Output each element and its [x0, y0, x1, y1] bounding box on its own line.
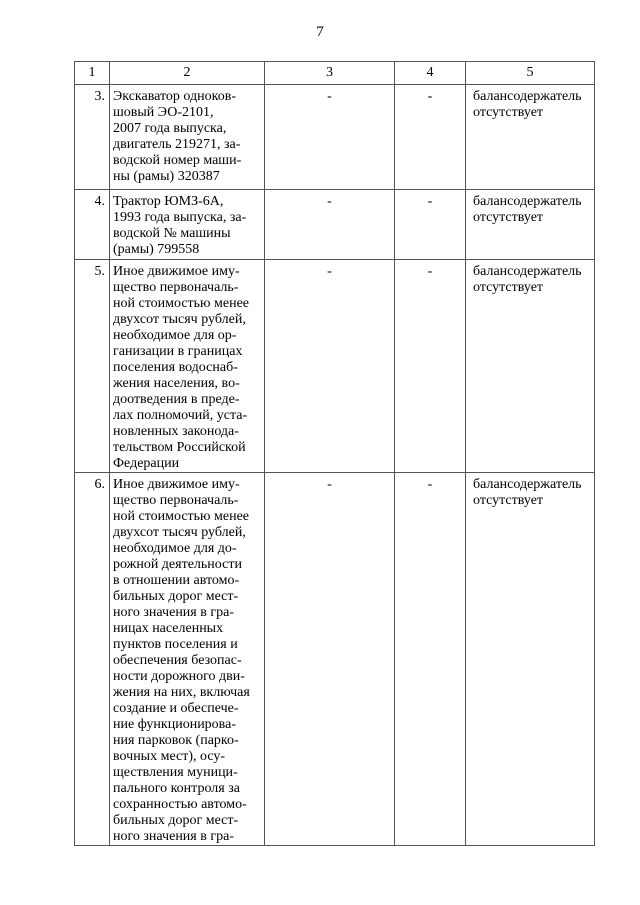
header-cell-5: 5: [466, 62, 595, 85]
description-line: необходимое для ор-: [113, 328, 237, 343]
header-cell-3: 3: [265, 62, 395, 85]
row-number: 5.: [75, 260, 110, 473]
description-line: лах полномочий, уста-: [113, 408, 248, 423]
balance-holder: [466, 473, 595, 846]
description-line: 1993 года выпуска, за-: [113, 210, 247, 225]
column-4-value: -: [395, 85, 466, 190]
row-number: 4.: [75, 190, 110, 260]
description-line: шовый ЭО-2101,: [113, 105, 214, 120]
description-line: Трактор ЮМЗ-6А,: [113, 194, 224, 209]
description-line: в отношении автомо-: [113, 573, 240, 588]
balance-holder-line: балансодержатель: [473, 194, 582, 209]
description-line: 2007 года выпуска,: [113, 121, 227, 136]
description-line: бильных дорог мест-: [113, 813, 239, 828]
description-line: Иное движимое иму-: [113, 264, 240, 279]
balance-holder-line: балансодержатель: [473, 264, 582, 279]
property-description: [110, 473, 265, 846]
description-line: доотведения в преде-: [113, 392, 240, 407]
balance-holder-line: отсутствует: [473, 280, 544, 295]
balance-holder-line: балансодержатель: [473, 477, 582, 492]
column-3-value: -: [265, 473, 395, 846]
table-row: [75, 473, 595, 846]
description-line: создание и обеспече-: [113, 701, 239, 716]
property-description: [110, 190, 265, 260]
description-line: ществления муници-: [113, 765, 238, 780]
table-row: [75, 260, 595, 473]
table-body: [75, 62, 595, 846]
description-line: бильных дорог мест-: [113, 589, 239, 604]
table-header-row: [75, 62, 595, 85]
column-4-value: -: [395, 190, 466, 260]
description-line: пального контроля за: [113, 781, 240, 796]
header-cell-1: 1: [75, 62, 110, 85]
column-4-value: -: [395, 473, 466, 846]
header-cell-4: 4: [395, 62, 466, 85]
description-line: жения на них, включая: [113, 685, 250, 700]
description-line: жения населения, во-: [113, 376, 240, 391]
description-line: ной стоимостью менее: [113, 296, 250, 311]
header-cell-2: 2: [110, 62, 265, 85]
description-line: щество первоначаль-: [113, 280, 239, 295]
description-line: пунктов поселения и: [113, 637, 238, 652]
row-number: 3.: [75, 85, 110, 190]
description-line: тельством Российской: [113, 440, 246, 455]
description-line: сохранностью автомо-: [113, 797, 247, 812]
balance-holder-line: отсутствует: [473, 210, 544, 225]
description-line: (рамы) 799558: [113, 242, 200, 257]
page-number: 7: [316, 24, 324, 40]
property-table: [74, 61, 595, 846]
balance-holder-line: балансодержатель: [473, 89, 582, 104]
balance-holder: [466, 190, 595, 260]
table-row: [75, 85, 595, 190]
column-3-value: -: [265, 260, 395, 473]
balance-holder-line: отсутствует: [473, 493, 544, 508]
description-line: ного значения в гра-: [113, 829, 234, 844]
row-number: 6.: [75, 473, 110, 846]
balance-holder-line: отсутствует: [473, 105, 544, 120]
description-line: Федерации: [113, 456, 180, 471]
description-line: необходимое для до-: [113, 541, 237, 556]
description-line: Иное движимое иму-: [113, 477, 240, 492]
description-line: ной стоимостью менее: [113, 509, 250, 524]
description-line: двухсот тысяч рублей,: [113, 525, 246, 540]
description-line: вочных мест), осу-: [113, 749, 226, 764]
description-line: ния парковок (парко-: [113, 733, 239, 748]
table-row: [75, 190, 595, 260]
description-line: ны (рамы) 320387: [113, 169, 220, 184]
description-line: ности дорожного дви-: [113, 669, 245, 684]
description-line: ницах населенных: [113, 621, 224, 636]
balance-holder: [466, 260, 595, 473]
description-line: рожной деятельности: [113, 557, 242, 572]
description-line: Экскаватор одноков-: [113, 89, 236, 104]
description-line: поселения водоснаб-: [113, 360, 238, 375]
description-line: обеспечения безопас-: [113, 653, 242, 668]
balance-holder: [466, 85, 595, 190]
description-line: двигатель 219271, за-: [113, 137, 241, 152]
description-line: ного значения в гра-: [113, 605, 234, 620]
description-line: новленных законода-: [113, 424, 239, 439]
description-line: водской № машины: [113, 226, 231, 241]
column-3-value: -: [265, 85, 395, 190]
description-line: водской номер маши-: [113, 153, 242, 168]
property-description: [110, 85, 265, 190]
description-line: ние функционирова-: [113, 717, 236, 732]
property-description: [110, 260, 265, 473]
description-line: двухсот тысяч рублей,: [113, 312, 246, 327]
column-4-value: -: [395, 260, 466, 473]
column-3-value: -: [265, 190, 395, 260]
description-line: ганизации в границах: [113, 344, 243, 359]
description-line: щество первоначаль-: [113, 493, 239, 508]
